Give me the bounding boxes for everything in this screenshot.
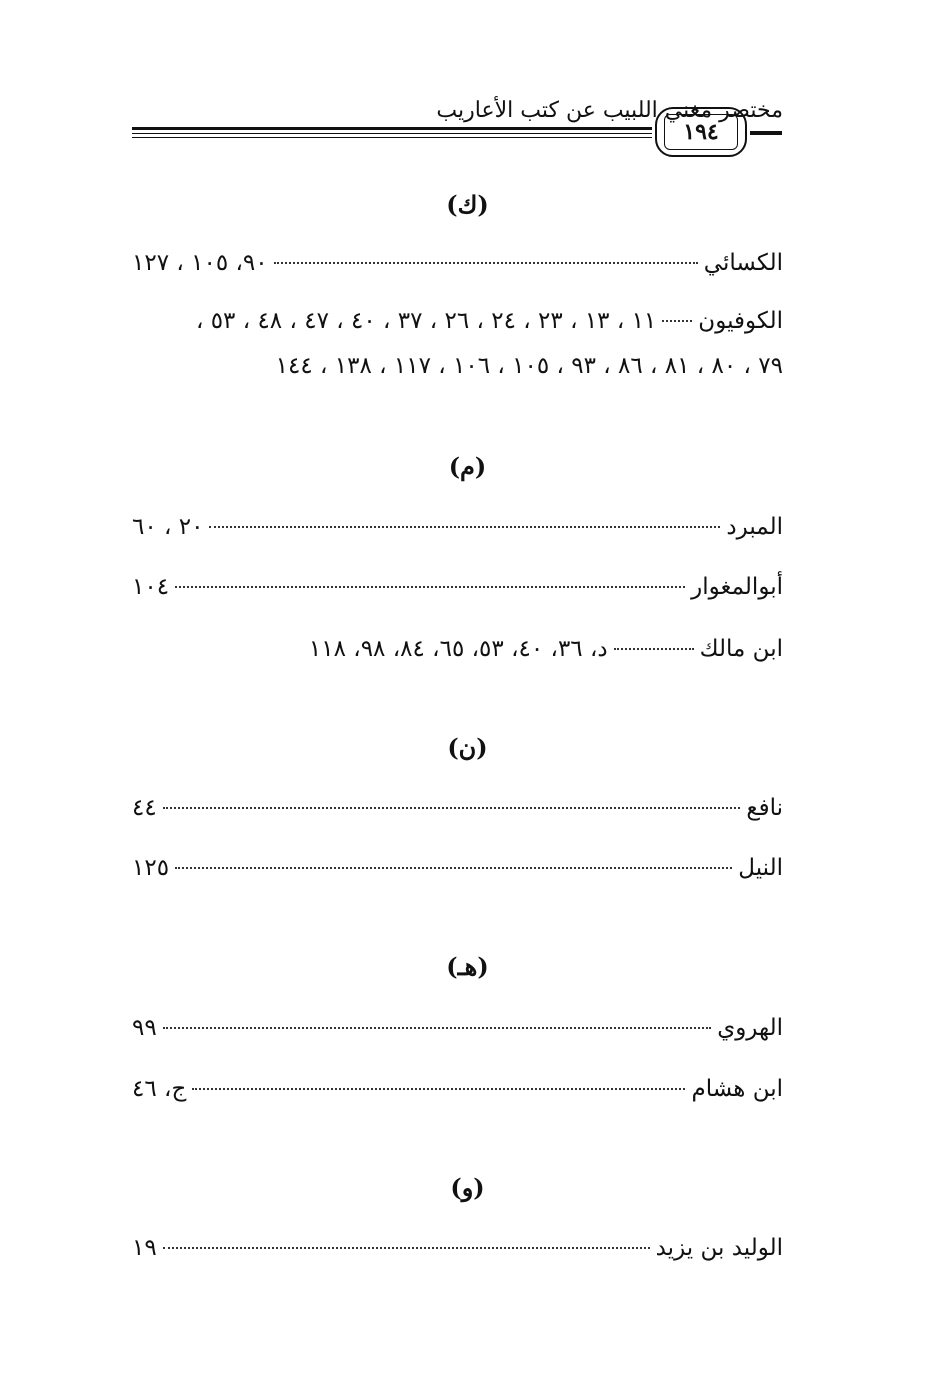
index-entry [132,1076,783,1102]
index-entry [132,855,783,881]
leader-dots [274,262,698,264]
entry-pages: ٩٩ [132,1015,157,1041]
entry-pages: ٢٠ ، ٦٠ [132,514,204,540]
entry-pages: ٩٠، ١٠٥ ، ١٢٧ [132,250,268,276]
page-number-frame [655,107,747,157]
leader-dots [175,867,732,869]
entry-name: نافع [746,795,783,821]
index-entry [132,514,783,540]
entry-pages: ج، ٤٦ [132,1076,187,1102]
leader-dots [175,586,685,588]
section-letter-kaf: (ك) [446,190,489,219]
entry-name: أبوالمغوار [691,574,783,600]
section-letter-waw: (و) [450,1173,485,1202]
leader-dots [614,648,694,650]
header-rule-thin [132,133,652,134]
entry-pages: د، ٣٦، ٤٠، ٥٣، ٦٥، ٨٤، ٩٨، ١١٨ [308,636,608,662]
entry-pages-continuation: ٧٩ ، ٨٠ ، ٨١ ، ٨٦ ، ٩٣ ، ١٠٥ ، ١٠٦ ، ١١٧ ، ١٣٨ ، ١٤٤ [275,353,783,379]
section-letter-nun: (ن) [447,733,488,762]
leader-dots [209,526,720,528]
index-entry [132,795,783,821]
leader-dots [192,1088,685,1090]
header-dash [750,131,782,135]
entry-name: الكوفيون [698,308,783,334]
entry-pages: ١٢٥ [132,855,170,881]
index-entry [132,1015,783,1041]
leader-dots [662,320,692,322]
page-number: ١٩٤ [664,114,738,150]
index-entry [132,250,783,276]
entry-name: النيل [738,855,783,881]
index-entry [132,574,783,600]
index-entry [132,636,783,662]
entry-name: الهروي [717,1015,783,1041]
running-title: مختصر مغني اللبيب عن كتب الأعاريب [436,98,783,123]
entry-name: ابن مالك [699,636,783,662]
entry-name: المبرد [726,514,783,540]
entry-name: الوليد بن يزيد [655,1235,783,1261]
section-letter-mim: (م) [448,452,487,481]
leader-dots [163,1027,711,1029]
entry-pages: ١٠٤ [132,574,170,600]
header-rule-thin-2 [132,137,652,138]
leader-dots [163,1247,650,1249]
entry-name: الكسائي [703,250,783,276]
index-entry [132,308,783,334]
leader-dots [163,807,741,809]
entry-pages: ١١ ، ١٣ ، ٢٣ ، ٢٤ ، ٢٦ ، ٣٧ ، ٤٠ ، ٤٧ ، ٤٨ ، ٥٣ ، [195,308,657,334]
entry-pages: ٤٤ [132,795,157,821]
section-letter-ha: (هـ) [446,952,489,981]
entry-name: ابن هشام [691,1076,783,1102]
entry-pages: ١٩ [132,1235,157,1261]
index-entry [132,1235,783,1261]
header-rule [132,127,652,130]
